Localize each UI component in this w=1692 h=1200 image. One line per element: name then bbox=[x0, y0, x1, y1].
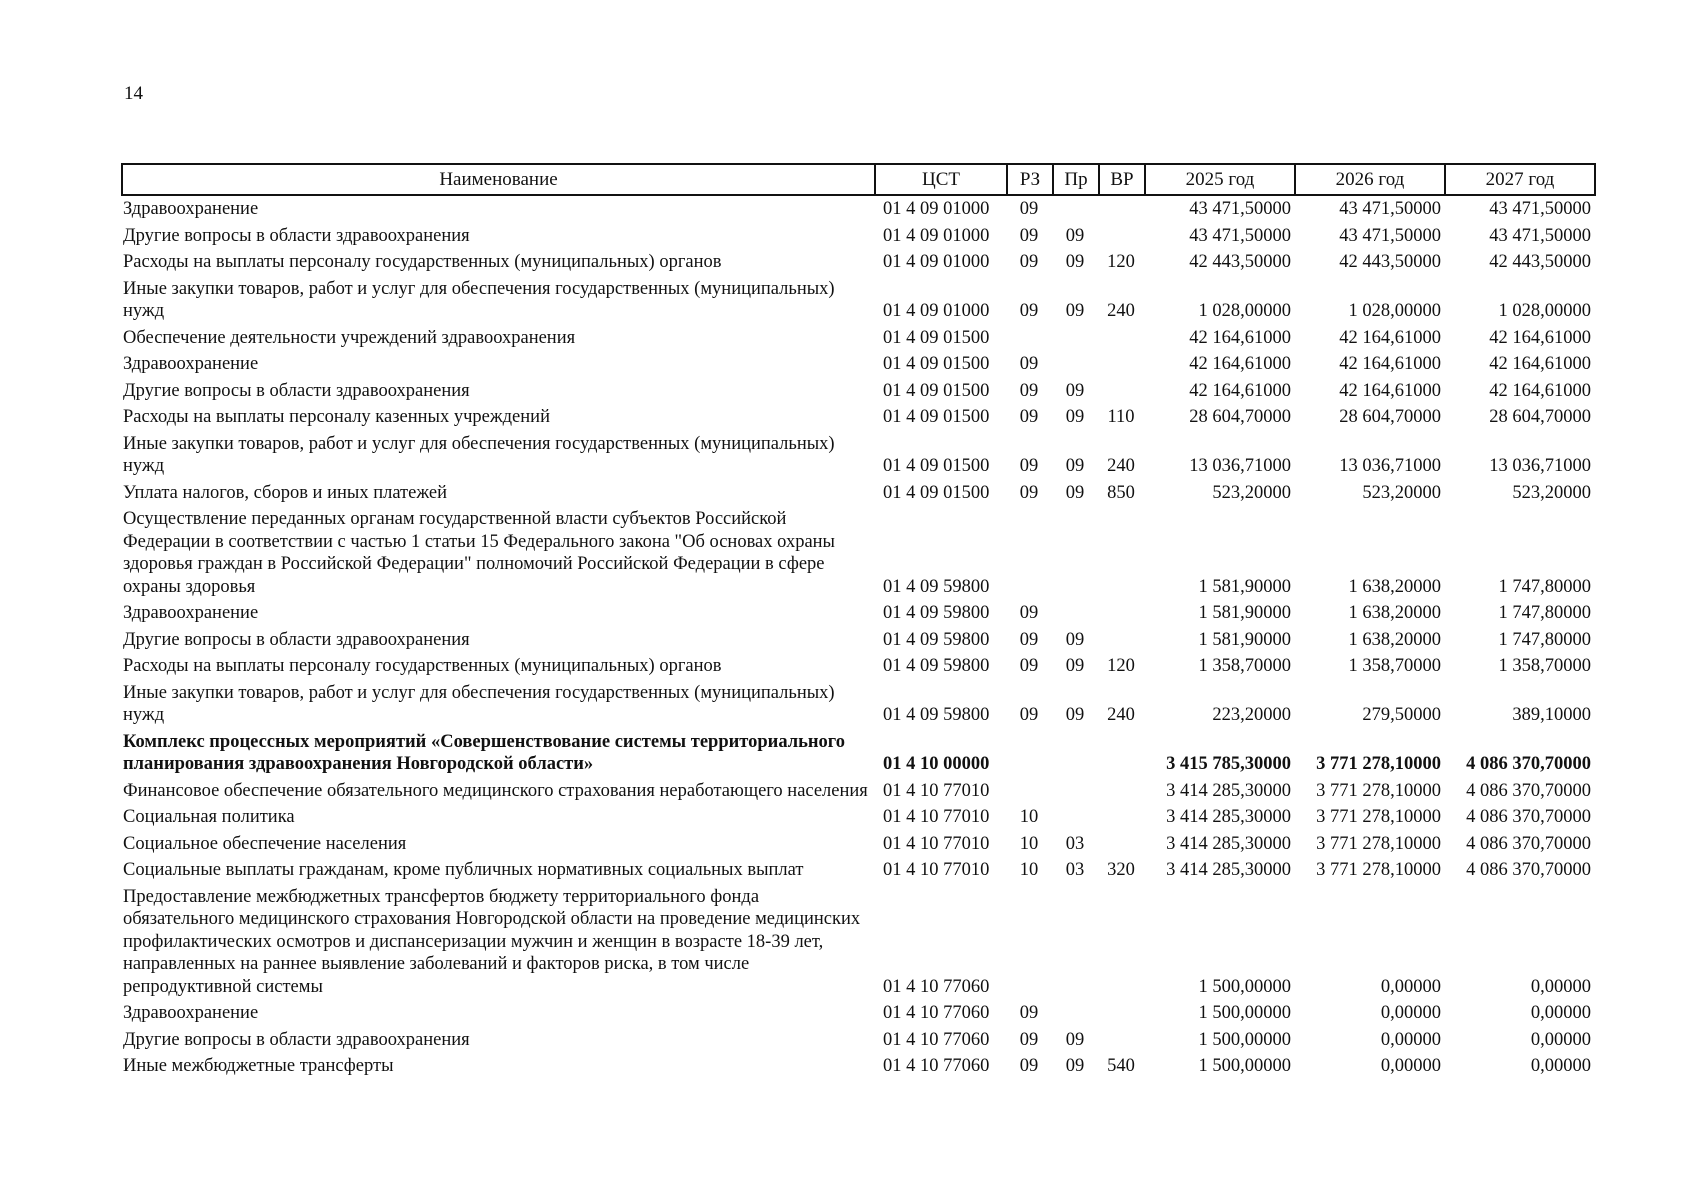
row-cst: 01 4 09 01500 bbox=[883, 327, 990, 348]
row-cst: 01 4 09 59800 bbox=[883, 603, 990, 623]
row-vr bbox=[1099, 378, 1145, 405]
row-pr bbox=[1053, 884, 1099, 1001]
row-2026: 3 771 278,10000 bbox=[1316, 807, 1441, 827]
table-row bbox=[122, 195, 1595, 223]
table-row bbox=[122, 351, 1595, 378]
row-2025: 3 415 785,30000 bbox=[1166, 754, 1291, 774]
row-2026: 0,00000 bbox=[1380, 1029, 1441, 1050]
row-rz: 09 bbox=[1019, 407, 1039, 427]
row-2026: 1 638,20000 bbox=[1348, 576, 1441, 597]
row-2025: 1 028,00000 bbox=[1198, 301, 1291, 321]
row-vr bbox=[1099, 831, 1145, 858]
row-cst: 01 4 09 59800 bbox=[883, 705, 990, 725]
row-vr bbox=[1099, 804, 1145, 831]
row-rz: 09 bbox=[1019, 629, 1039, 650]
row-vr bbox=[1099, 325, 1145, 352]
table-header-row bbox=[122, 164, 1595, 195]
row-rz: 09 bbox=[1019, 1003, 1039, 1023]
row-pr bbox=[1053, 729, 1099, 778]
row-2025: 3 414 285,30000 bbox=[1166, 860, 1291, 880]
row-2027: 4 086 370,70000 bbox=[1466, 780, 1591, 801]
row-vr: 120 bbox=[1107, 252, 1135, 272]
row-2026: 42 164,61000 bbox=[1339, 354, 1441, 374]
row-rz: 09 bbox=[1019, 1029, 1039, 1050]
row-vr: 240 bbox=[1107, 456, 1135, 476]
table-row bbox=[122, 729, 1595, 778]
row-2026: 0,00000 bbox=[1380, 1056, 1441, 1076]
row-2026: 42 443,50000 bbox=[1339, 252, 1441, 272]
header-2027: 2027 год bbox=[1445, 164, 1595, 195]
row-pr: 09 bbox=[1065, 1056, 1085, 1076]
row-rz: 09 bbox=[1019, 380, 1039, 401]
row-pr: 09 bbox=[1065, 380, 1085, 401]
table-row bbox=[122, 804, 1595, 831]
row-2025: 523,20000 bbox=[1212, 482, 1291, 503]
row-2026: 43 471,50000 bbox=[1339, 225, 1441, 246]
row-vr bbox=[1099, 778, 1145, 805]
table-row bbox=[122, 431, 1595, 480]
row-pr: 09 bbox=[1065, 252, 1085, 272]
header-2026: 2026 год bbox=[1295, 164, 1445, 195]
row-rz bbox=[1007, 325, 1053, 352]
row-name: Расходы на выплаты персоналу казенных учреждений bbox=[123, 407, 550, 427]
row-2027: 13 036,71000 bbox=[1489, 456, 1591, 476]
row-name: Иные закупки товаров, работ и услуг для обеспечения государственных (муниципальных) нужд bbox=[123, 433, 835, 476]
row-name: Социальное обеспечение населения bbox=[123, 833, 407, 854]
row-2025: 42 164,61000 bbox=[1189, 327, 1291, 348]
table-row bbox=[122, 506, 1595, 600]
table-row bbox=[122, 884, 1595, 1001]
table-row bbox=[122, 857, 1595, 884]
header-name: Наименование bbox=[122, 164, 875, 195]
row-name: Иные закупки товаров, работ и услуг для обеспечения государственных (муниципальных) нужд bbox=[123, 682, 835, 725]
row-2027: 0,00000 bbox=[1530, 1029, 1591, 1050]
row-vr: 240 bbox=[1107, 705, 1135, 725]
row-rz: 09 bbox=[1019, 482, 1039, 503]
page-number: 14 bbox=[124, 83, 143, 104]
row-rz: 09 bbox=[1019, 656, 1039, 676]
row-2026: 3 771 278,10000 bbox=[1316, 860, 1441, 880]
row-cst: 01 4 10 77010 bbox=[883, 807, 990, 827]
row-name: Здравоохранение bbox=[123, 354, 259, 374]
row-vr: 120 bbox=[1107, 656, 1135, 676]
row-2027: 4 086 370,70000 bbox=[1466, 807, 1591, 827]
row-rz: 10 bbox=[1019, 833, 1039, 854]
row-name: Уплата налогов, сборов и иных платежей bbox=[123, 482, 448, 503]
row-pr: 09 bbox=[1065, 456, 1085, 476]
table-row bbox=[122, 627, 1595, 654]
row-2027: 4 086 370,70000 bbox=[1466, 860, 1591, 880]
row-2027: 4 086 370,70000 bbox=[1466, 754, 1591, 774]
row-2027: 4 086 370,70000 bbox=[1466, 833, 1591, 854]
row-2025: 1 500,00000 bbox=[1198, 1056, 1291, 1076]
row-2027: 42 164,61000 bbox=[1489, 327, 1591, 348]
row-cst: 01 4 09 01000 bbox=[883, 199, 990, 219]
table-row bbox=[122, 778, 1595, 805]
header-rz: РЗ bbox=[1007, 164, 1053, 195]
row-2025: 1 500,00000 bbox=[1198, 1003, 1291, 1023]
row-2025: 1 581,90000 bbox=[1198, 576, 1291, 597]
header-vr: ВР bbox=[1099, 164, 1145, 195]
row-2025: 1 500,00000 bbox=[1198, 1029, 1291, 1050]
row-vr bbox=[1099, 729, 1145, 778]
row-2027: 0,00000 bbox=[1530, 976, 1591, 997]
row-rz: 10 bbox=[1019, 807, 1039, 827]
row-cst: 01 4 09 01000 bbox=[883, 225, 990, 246]
row-pr: 09 bbox=[1065, 225, 1085, 246]
row-2025: 3 414 285,30000 bbox=[1166, 807, 1291, 827]
table-row bbox=[122, 325, 1595, 352]
row-2027: 523,20000 bbox=[1512, 482, 1591, 503]
header-pr: Пр bbox=[1053, 164, 1099, 195]
row-pr: 03 bbox=[1065, 860, 1085, 880]
row-vr bbox=[1099, 195, 1145, 223]
row-cst: 01 4 10 77060 bbox=[883, 1056, 990, 1076]
table-row bbox=[122, 1053, 1595, 1080]
row-name: Другие вопросы в области здравоохранения bbox=[123, 629, 470, 650]
row-2026: 42 164,61000 bbox=[1339, 327, 1441, 348]
row-cst: 01 4 10 77010 bbox=[883, 860, 990, 880]
row-name: Другие вопросы в области здравоохранения bbox=[123, 1029, 470, 1050]
row-2026: 1 028,00000 bbox=[1348, 301, 1441, 321]
row-pr: 09 bbox=[1065, 301, 1085, 321]
row-pr bbox=[1053, 325, 1099, 352]
row-2026: 43 471,50000 bbox=[1339, 199, 1441, 219]
row-2027: 1 747,80000 bbox=[1498, 629, 1591, 650]
row-name: Предоставление межбюджетных трансфертов бюджету территориального фонда обязательного медицинского страхования Новгородской области на проведение медицинских профилактических осмотров и диспансеризации мужчин и женщин в возрасте 18-39 лет, направленных на раннее выявление заболеваний и факторов риска, в том числе репродуктивной системы bbox=[123, 886, 861, 997]
row-cst: 01 4 10 77060 bbox=[883, 1029, 990, 1050]
row-pr bbox=[1053, 195, 1099, 223]
row-rz: 09 bbox=[1019, 354, 1039, 374]
table-row bbox=[122, 480, 1595, 507]
row-rz: 09 bbox=[1019, 456, 1039, 476]
row-rz: 09 bbox=[1019, 225, 1039, 246]
row-cst: 01 4 09 59800 bbox=[883, 656, 990, 676]
row-name: Иные межбюджетные трансферты bbox=[123, 1056, 394, 1076]
row-name: Здравоохранение bbox=[123, 603, 259, 623]
table-row bbox=[122, 249, 1595, 276]
row-vr: 240 bbox=[1107, 301, 1135, 321]
table-row bbox=[122, 404, 1595, 431]
row-vr bbox=[1099, 627, 1145, 654]
row-2027: 42 164,61000 bbox=[1489, 354, 1591, 374]
row-2025: 28 604,70000 bbox=[1189, 407, 1291, 427]
row-2025: 42 164,61000 bbox=[1189, 354, 1291, 374]
row-pr: 09 bbox=[1065, 629, 1085, 650]
row-2027: 0,00000 bbox=[1530, 1056, 1591, 1076]
row-vr bbox=[1099, 223, 1145, 250]
row-2027: 389,10000 bbox=[1512, 705, 1591, 725]
header-2025: 2025 год bbox=[1145, 164, 1295, 195]
row-rz bbox=[1007, 884, 1053, 1001]
row-rz: 10 bbox=[1019, 860, 1039, 880]
row-2027: 1 028,00000 bbox=[1498, 301, 1591, 321]
row-cst: 01 4 10 77060 bbox=[883, 1003, 990, 1023]
row-rz: 09 bbox=[1019, 252, 1039, 272]
table-body bbox=[122, 195, 1595, 1080]
row-rz bbox=[1007, 506, 1053, 600]
row-2026: 3 771 278,10000 bbox=[1316, 833, 1441, 854]
row-2025: 13 036,71000 bbox=[1189, 456, 1291, 476]
row-2027: 42 443,50000 bbox=[1489, 252, 1591, 272]
row-rz: 09 bbox=[1019, 301, 1039, 321]
row-rz: 09 bbox=[1019, 603, 1039, 623]
row-cst: 01 4 09 01500 bbox=[883, 354, 990, 374]
row-2025: 42 164,61000 bbox=[1189, 380, 1291, 401]
row-2027: 1 747,80000 bbox=[1498, 576, 1591, 597]
row-pr: 09 bbox=[1065, 656, 1085, 676]
row-2026: 0,00000 bbox=[1380, 976, 1441, 997]
row-vr: 850 bbox=[1107, 482, 1135, 503]
row-2025: 223,20000 bbox=[1212, 705, 1291, 725]
row-vr bbox=[1099, 600, 1145, 627]
row-2027: 43 471,50000 bbox=[1489, 225, 1591, 246]
row-2025: 1 358,70000 bbox=[1198, 656, 1291, 676]
row-name: Социальные выплаты гражданам, кроме публичных нормативных социальных выплат bbox=[123, 860, 804, 880]
row-2025: 43 471,50000 bbox=[1189, 199, 1291, 219]
row-vr: 540 bbox=[1107, 1056, 1135, 1076]
row-pr: 09 bbox=[1065, 705, 1085, 725]
row-2025: 42 443,50000 bbox=[1189, 252, 1291, 272]
row-rz: 09 bbox=[1019, 1056, 1039, 1076]
row-pr bbox=[1053, 351, 1099, 378]
row-pr: 03 bbox=[1065, 833, 1085, 854]
row-2026: 279,50000 bbox=[1362, 705, 1441, 725]
row-pr bbox=[1053, 506, 1099, 600]
row-2027: 42 164,61000 bbox=[1489, 380, 1591, 401]
row-name: Иные закупки товаров, работ и услуг для обеспечения государственных (муниципальных) нужд bbox=[123, 278, 835, 321]
row-2027: 0,00000 bbox=[1530, 1003, 1591, 1023]
row-2026: 28 604,70000 bbox=[1339, 407, 1441, 427]
row-pr: 09 bbox=[1065, 1029, 1085, 1050]
row-pr bbox=[1053, 600, 1099, 627]
row-vr bbox=[1099, 1000, 1145, 1027]
row-vr bbox=[1099, 884, 1145, 1001]
row-2026: 0,00000 bbox=[1380, 1003, 1441, 1023]
header-cst: ЦСТ bbox=[875, 164, 1007, 195]
row-pr bbox=[1053, 804, 1099, 831]
row-2027: 28 604,70000 bbox=[1489, 407, 1591, 427]
row-2025: 1 581,90000 bbox=[1198, 603, 1291, 623]
row-cst: 01 4 09 01000 bbox=[883, 301, 990, 321]
row-name: Другие вопросы в области здравоохранения bbox=[123, 380, 470, 401]
row-2025: 1 500,00000 bbox=[1198, 976, 1291, 997]
row-pr: 09 bbox=[1065, 407, 1085, 427]
row-name: Финансовое обеспечение обязательного медицинского страхования неработающего населения bbox=[123, 780, 868, 801]
row-2026: 42 164,61000 bbox=[1339, 380, 1441, 401]
row-2027: 1 358,70000 bbox=[1498, 656, 1591, 676]
row-2026: 523,20000 bbox=[1362, 482, 1441, 503]
row-cst: 01 4 09 59800 bbox=[883, 576, 990, 597]
table-row bbox=[122, 1027, 1595, 1054]
row-cst: 01 4 09 01500 bbox=[883, 482, 990, 503]
row-name: Обеспечение деятельности учреждений здравоохранения bbox=[123, 327, 576, 348]
row-cst: 01 4 10 00000 bbox=[883, 754, 990, 774]
row-2026: 3 771 278,10000 bbox=[1316, 780, 1441, 801]
row-name: Социальная политика bbox=[123, 807, 295, 827]
row-cst: 01 4 09 01500 bbox=[883, 456, 990, 476]
row-name: Здравоохранение bbox=[123, 199, 259, 219]
table-row bbox=[122, 680, 1595, 729]
row-name: Комплекс процессных мероприятий «Совершенствование системы территориального планирования здравоохранения Новгородской области» bbox=[123, 731, 845, 774]
row-cst: 01 4 10 77010 bbox=[883, 780, 990, 801]
row-rz: 09 bbox=[1019, 705, 1039, 725]
row-cst: 01 4 09 01500 bbox=[883, 380, 990, 401]
row-rz bbox=[1007, 729, 1053, 778]
row-vr: 320 bbox=[1107, 860, 1135, 880]
table-row bbox=[122, 378, 1595, 405]
row-2027: 43 471,50000 bbox=[1489, 199, 1591, 219]
row-2026: 13 036,71000 bbox=[1339, 456, 1441, 476]
table-row bbox=[122, 653, 1595, 680]
row-vr bbox=[1099, 351, 1145, 378]
row-2027: 1 747,80000 bbox=[1498, 603, 1591, 623]
row-rz: 09 bbox=[1019, 199, 1039, 219]
row-name: Расходы на выплаты персоналу государственных (муниципальных) органов bbox=[123, 656, 722, 676]
table-row bbox=[122, 276, 1595, 325]
row-2025: 1 581,90000 bbox=[1198, 629, 1291, 650]
row-2025: 3 414 285,30000 bbox=[1166, 780, 1291, 801]
budget-table bbox=[121, 163, 1596, 1080]
row-vr bbox=[1099, 506, 1145, 600]
row-cst: 01 4 09 01000 bbox=[883, 252, 990, 272]
row-rz bbox=[1007, 778, 1053, 805]
row-cst: 01 4 09 01500 bbox=[883, 407, 990, 427]
table-row bbox=[122, 223, 1595, 250]
row-name: Другие вопросы в области здравоохранения bbox=[123, 225, 470, 246]
row-pr bbox=[1053, 1000, 1099, 1027]
row-name: Расходы на выплаты персоналу государственных (муниципальных) органов bbox=[123, 252, 722, 272]
row-vr bbox=[1099, 1027, 1145, 1054]
row-pr: 09 bbox=[1065, 482, 1085, 503]
row-2025: 43 471,50000 bbox=[1189, 225, 1291, 246]
row-cst: 01 4 10 77010 bbox=[883, 833, 990, 854]
row-2026: 1 358,70000 bbox=[1348, 656, 1441, 676]
row-pr bbox=[1053, 778, 1099, 805]
table-row bbox=[122, 1000, 1595, 1027]
row-2026: 3 771 278,10000 bbox=[1316, 754, 1441, 774]
row-cst: 01 4 09 59800 bbox=[883, 629, 990, 650]
row-2026: 1 638,20000 bbox=[1348, 629, 1441, 650]
table-row bbox=[122, 600, 1595, 627]
row-cst: 01 4 10 77060 bbox=[883, 976, 990, 997]
row-2025: 3 414 285,30000 bbox=[1166, 833, 1291, 854]
row-name: Здравоохранение bbox=[123, 1003, 259, 1023]
row-vr: 110 bbox=[1107, 407, 1135, 427]
table-row bbox=[122, 831, 1595, 858]
row-name: Осуществление переданных органам государственной власти субъектов Российской Федерации в соответствии с частью 1 статьи 15 Федерального закона "Об основах охраны здоровья граждан в Российской Федерации" полномочий Российской Федерации в сфере охраны здоровья bbox=[123, 509, 835, 597]
row-2026: 1 638,20000 bbox=[1348, 603, 1441, 623]
